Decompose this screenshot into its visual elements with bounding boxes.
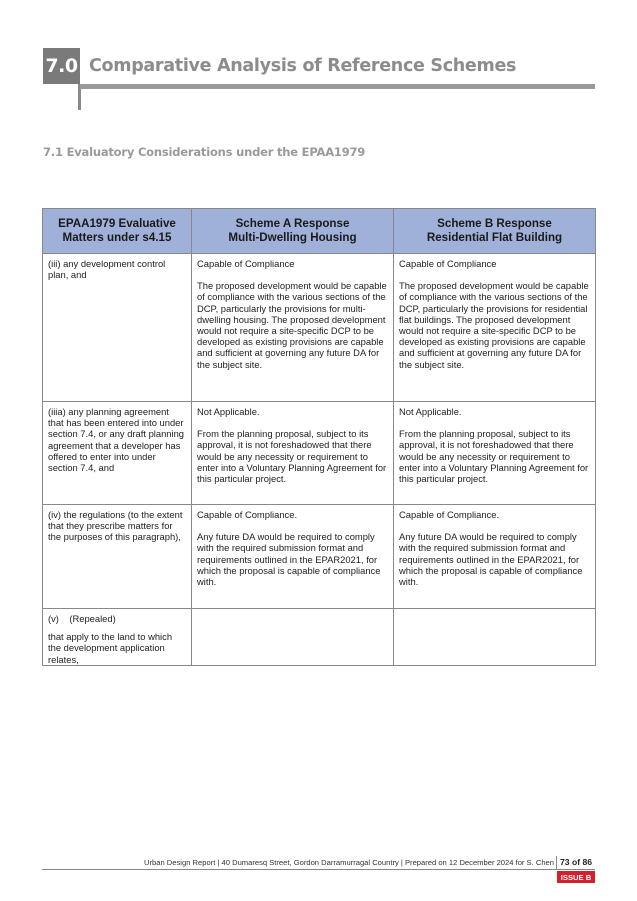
subsection-title: 7.1 Evaluatory Considerations under the EPAA1979 xyxy=(43,145,366,159)
scheme-b-cell xyxy=(394,402,596,505)
header-epaa-matters xyxy=(43,209,192,254)
table-row xyxy=(43,609,596,666)
response-text: From the planning proposal, subject to its approval, it is not foreshadowed that there would be any necessity or requirement to enter into a Voluntary Planning Agreement for this particular project. xyxy=(197,428,387,485)
header-scheme-b xyxy=(394,209,596,254)
header-line: EPAA1979 Evaluative xyxy=(58,217,176,230)
status-text: Capable of Compliance. xyxy=(197,509,298,520)
section-number: 7.0 xyxy=(43,48,80,84)
matter-text: (iiia) any planning agreement that has been entered into under section 7.4, or any draft planning agreement that a developer has offered to enter into under section 7.4, and xyxy=(48,406,185,474)
header-line: Multi-Dwelling Housing xyxy=(228,231,357,244)
response-text: From the planning proposal, subject to its approval, it is not foreshadowed that there would be any necessity or requirement to enter into a Voluntary Planning Agreement for this particular project. xyxy=(399,428,589,485)
response-text: The proposed development would be capable of compliance with the various sections of the DCP, particularly the provisions for multi-dwelling housing. The proposed development would not require a site-specific DCP to be developed as existing provisions are capable and sufficient at governing any future DA for the subject site. xyxy=(197,280,387,370)
response-text: Any future DA would be required to comply with the required submission format and requirements outlined in the EPAR2021, for which the proposal is capable of compliance with. xyxy=(197,531,381,588)
issue-badge: ISSUE B xyxy=(557,871,595,883)
header-line: Residential Flat Building xyxy=(426,231,563,244)
footer-rule xyxy=(42,869,595,870)
scheme-b-cell xyxy=(394,609,596,666)
header-scheme-a xyxy=(192,209,394,254)
scheme-a-cell xyxy=(192,254,394,402)
evaluation-table xyxy=(42,208,596,666)
section-title: Comparative Analysis of Reference Schemes xyxy=(89,56,517,76)
footer-text: Urban Design Report | 40 Dumaresq Street, Gordon Darramurragal Country | Prepared on 12 December 2024 for S. Chen xyxy=(144,858,554,867)
matter-cell xyxy=(43,402,192,505)
section-rule xyxy=(80,84,595,89)
header-line: Scheme A Response xyxy=(235,217,350,230)
table-row xyxy=(43,505,596,609)
scheme-a-cell xyxy=(192,609,394,666)
matter-text: (v) (Repealed) xyxy=(48,613,116,624)
status-text: Not Applicable. xyxy=(197,406,260,417)
status-text: Not Applicable. xyxy=(399,406,462,417)
header-line: Scheme B Response xyxy=(437,217,552,230)
status-text: Capable of Compliance xyxy=(399,258,497,269)
table-header-row xyxy=(43,209,596,254)
scheme-a-cell xyxy=(192,402,394,505)
scheme-b-cell xyxy=(394,254,596,402)
status-text: Capable of Compliance. xyxy=(399,509,500,520)
scheme-a-cell xyxy=(192,505,394,609)
footer-divider xyxy=(556,856,557,870)
status-text: Capable of Compliance xyxy=(197,258,295,269)
header-line: Matters under s4.15 xyxy=(62,231,172,244)
table-row xyxy=(43,254,596,402)
response-text: Any future DA would be required to comply with the required submission format and requirements outlined in the EPAR2021, for which the proposal is capable of compliance with. xyxy=(399,531,583,588)
matter-text: that apply to the land to which the development application relates, xyxy=(48,631,173,665)
table-row xyxy=(43,402,596,505)
matter-text: (iii) any development control plan, and xyxy=(48,258,166,281)
matter-cell xyxy=(43,505,192,609)
page-number: 73 of 86 xyxy=(560,857,593,867)
matter-text: (iv) the regulations (to the extent that they prescribe matters for the purposes of this paragraph), xyxy=(48,509,183,543)
matter-cell xyxy=(43,609,192,666)
response-text: The proposed development would be capable of compliance with the various sections of the DCP, particularly the provisions for residential flat buildings. The proposed development would not require a site-specific DCP to be developed as existing provisions are capable and sufficient at governing any future DA for the subject site. xyxy=(399,280,589,370)
matter-cell xyxy=(43,254,192,402)
scheme-b-cell xyxy=(394,505,596,609)
